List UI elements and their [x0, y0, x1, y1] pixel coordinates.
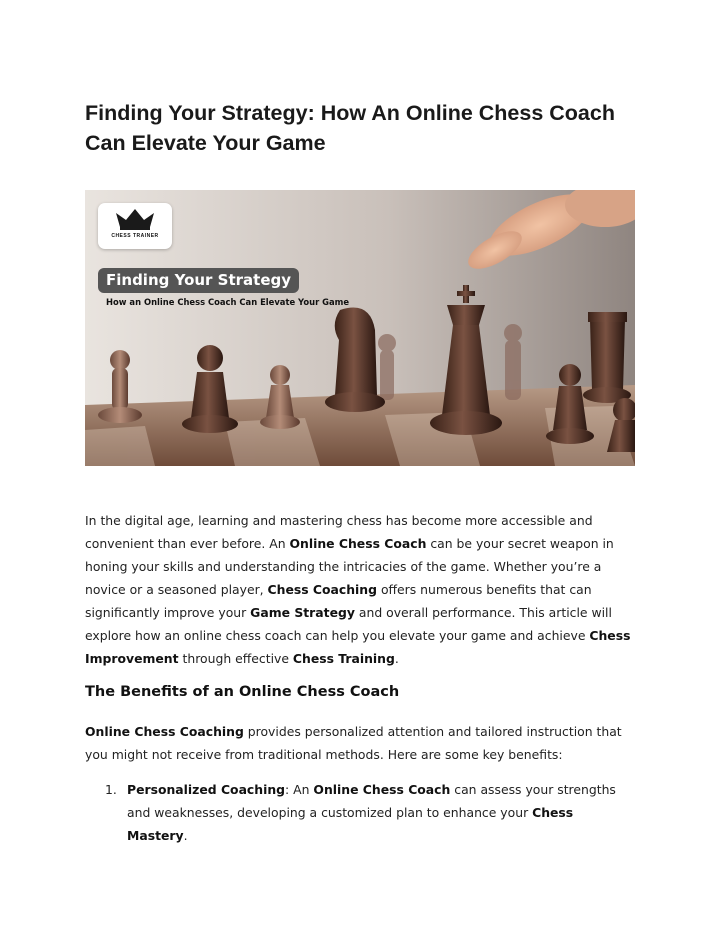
intro-text: . — [394, 651, 399, 666]
intro-text: offers numerous benefits that can significantly improve your — [85, 582, 592, 620]
list-text: can assess your strengths and weaknesses, developing a customized plan to enhance your — [127, 782, 616, 820]
hero-image — [85, 190, 635, 466]
chess-trainer-logo — [98, 203, 172, 249]
list-text: : An — [285, 782, 314, 797]
hero-heading: Finding Your Strategy — [98, 268, 299, 293]
intro-text: and overall performance. This article will explore how an online chess coach can help you elevate your game and achieve — [85, 605, 612, 643]
list-item-text — [127, 778, 627, 847]
intro-bold: Chess Training — [292, 651, 395, 666]
list-item — [85, 778, 645, 847]
hero-subheading: How an Online Chess Coach Can Elevate Your Game — [106, 297, 350, 307]
intro-bold: Online Chess Coach — [289, 536, 427, 551]
intro-text: can be your secret weapon in honing your skills and understanding the intricacies of the game. Whether you’re a novice or a seasoned player, — [85, 536, 614, 597]
section-bold: Online Chess Coaching — [85, 724, 244, 739]
list-number: 1. — [105, 782, 117, 797]
intro-text: through effective — [178, 651, 293, 666]
list-bold: Online Chess Coach — [313, 782, 451, 797]
section-heading: The Benefits of an Online Chess Coach — [85, 684, 400, 700]
intro-bold: Chess Coaching — [267, 582, 377, 597]
list-text: . — [183, 828, 188, 843]
section-paragraph — [85, 720, 645, 766]
list-bold: Personalized Coaching — [127, 782, 286, 797]
intro-text: In the digital age, learning and mastering chess has become more accessible and convenient than ever before. An — [85, 513, 593, 551]
intro-bold: Chess Improvement — [85, 628, 631, 666]
list-bold: Chess Mastery — [127, 805, 574, 843]
benefits-list — [85, 778, 645, 847]
crown-icon — [98, 203, 172, 233]
section-text: provides personalized attention and tailored instruction that you might not receive from traditional methods. Here are some key benefits: — [85, 724, 622, 762]
intro-bold: Game Strategy — [250, 605, 355, 620]
intro-paragraph — [85, 509, 645, 670]
logo-text: CHESS TRAINER — [111, 233, 159, 239]
page-title: Finding Your Strategy: How An Online Chess Coach Can Elevate Your Game — [85, 101, 615, 155]
